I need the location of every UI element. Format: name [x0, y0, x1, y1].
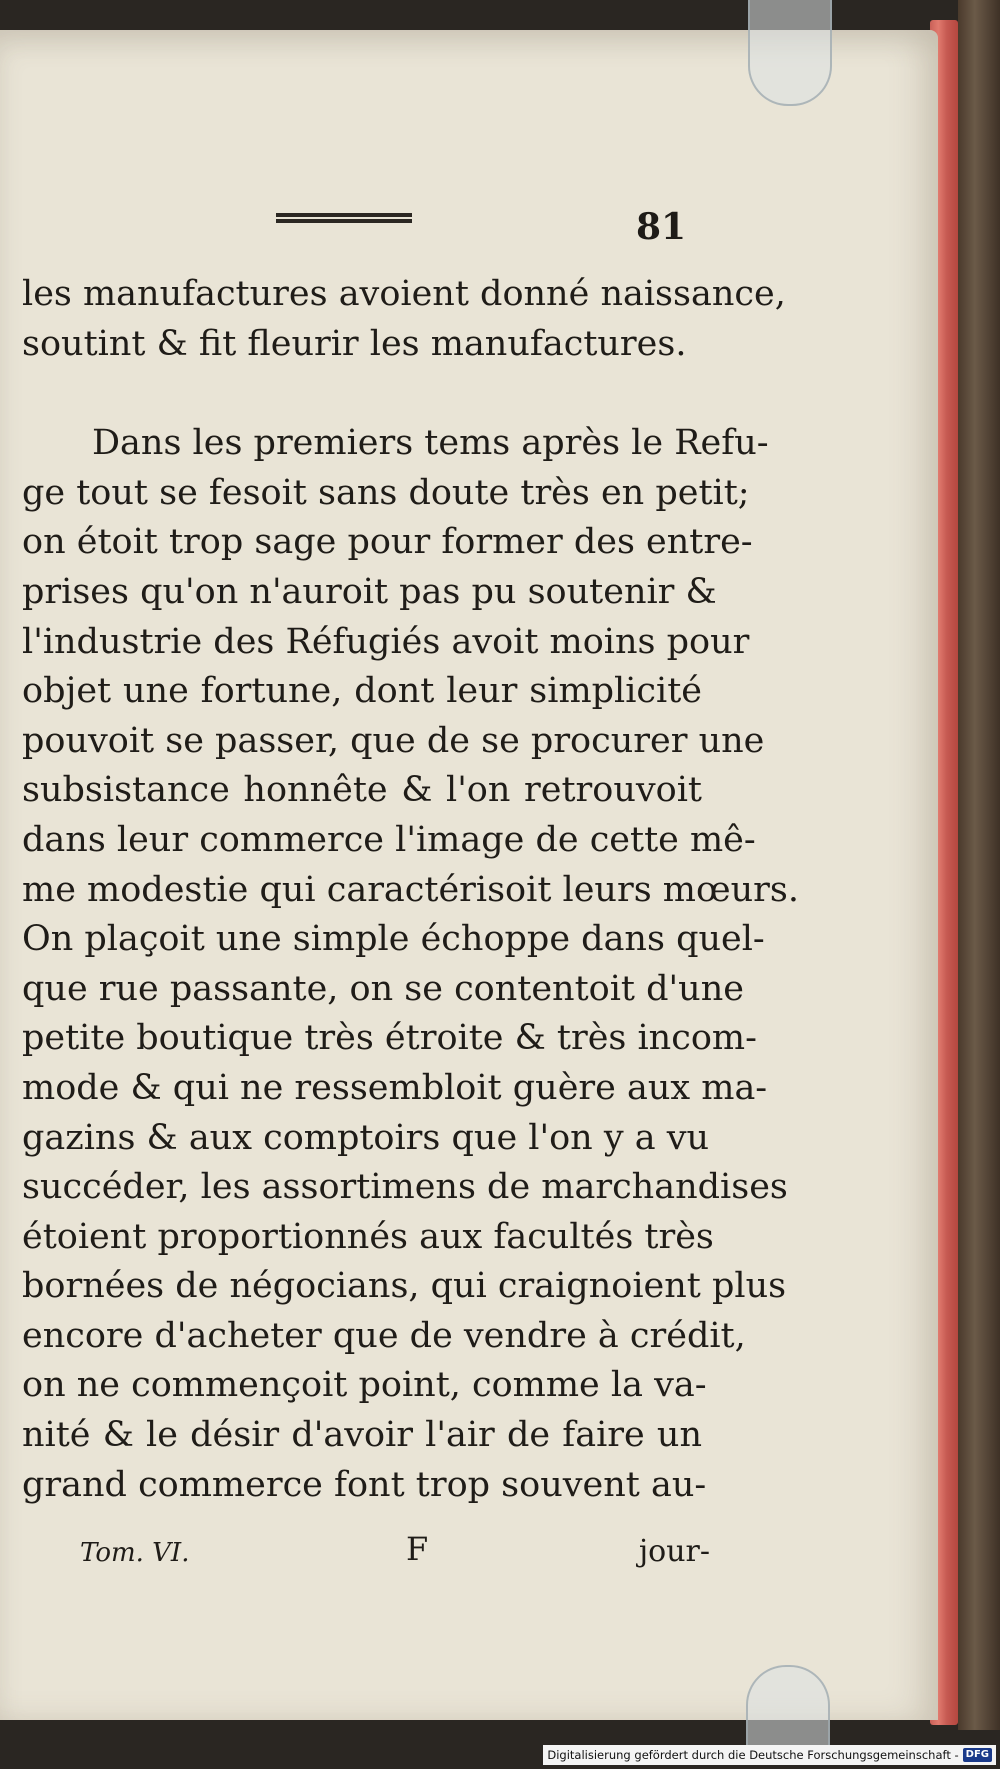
- catchword: jour-: [638, 1534, 710, 1569]
- body-text: [22, 270, 799, 1510]
- page-clip-top: [748, 0, 832, 106]
- text-line: objet une fortune, dont leur simplicité: [22, 671, 702, 712]
- header-rule: [276, 213, 412, 223]
- text-line: que rue passante, on se contentoit d'une: [22, 968, 744, 1009]
- page-number: 81: [636, 206, 687, 248]
- text-line: pouvoit se passer, que de se procurer une: [22, 720, 765, 761]
- text-line: mode & qui ne ressembloit guère aux ma-: [22, 1067, 768, 1108]
- book-page: [0, 30, 938, 1720]
- text-line: Dans les premiers tems après le Refu-: [92, 423, 769, 464]
- text-line: grand commerce font trop souvent au-: [22, 1464, 707, 1505]
- text-line: encore d'acheter que de vendre à crédit,: [22, 1315, 746, 1356]
- text-line: petite boutique très étroite & très incom-: [22, 1018, 757, 1059]
- text-line: succéder, les assortimens de marchandises: [22, 1167, 788, 1208]
- volume-signature: Tom. VI.: [80, 1538, 190, 1568]
- text-line: l'industrie des Réfugiés avoit moins pour: [22, 621, 750, 662]
- digitization-credit: [543, 1745, 996, 1765]
- text-line: les manufactures avoient donné naissance,: [22, 274, 786, 314]
- text-line: gazins & aux comptoirs que l'on y a vu: [22, 1117, 710, 1158]
- text-line: bornées de négocians, qui craignoient plus: [22, 1266, 787, 1307]
- text-line: On plaçoit une simple échoppe dans quel-: [22, 919, 765, 960]
- text-line: prises qu'on n'auroit pas pu soutenir &: [22, 571, 717, 612]
- text-line: me modestie qui caractérisoit leurs mœurs.: [22, 869, 799, 910]
- text-line: soutint & fit fleurir les manufactures.: [22, 323, 687, 364]
- dfg-logo: DFG: [963, 1748, 992, 1762]
- text-line: dans leur commerce l'image de cette mê-: [22, 819, 756, 860]
- paragraph-gap: [22, 369, 702, 419]
- text-line: on ne commençoit point, comme la va-: [22, 1365, 707, 1406]
- credit-text: Digitalisierung gefördert durch die Deutsche Forschungsgemeinschaft -: [547, 1748, 959, 1762]
- page-footer: [80, 1530, 710, 1580]
- book-cover: [958, 0, 1000, 1730]
- text-line: subsistance honnête & l'on retrouvoit: [22, 770, 702, 811]
- signature-mark: F: [406, 1530, 429, 1568]
- text-line: on étoit trop sage pour former des entre-: [22, 522, 753, 563]
- text-line: ge tout se fesoit sans doute très en petit;: [22, 472, 750, 513]
- text-line: étoient proportionnés aux facultés très: [22, 1216, 714, 1257]
- text-line: nité & le désir d'avoir l'air de faire un: [22, 1415, 702, 1456]
